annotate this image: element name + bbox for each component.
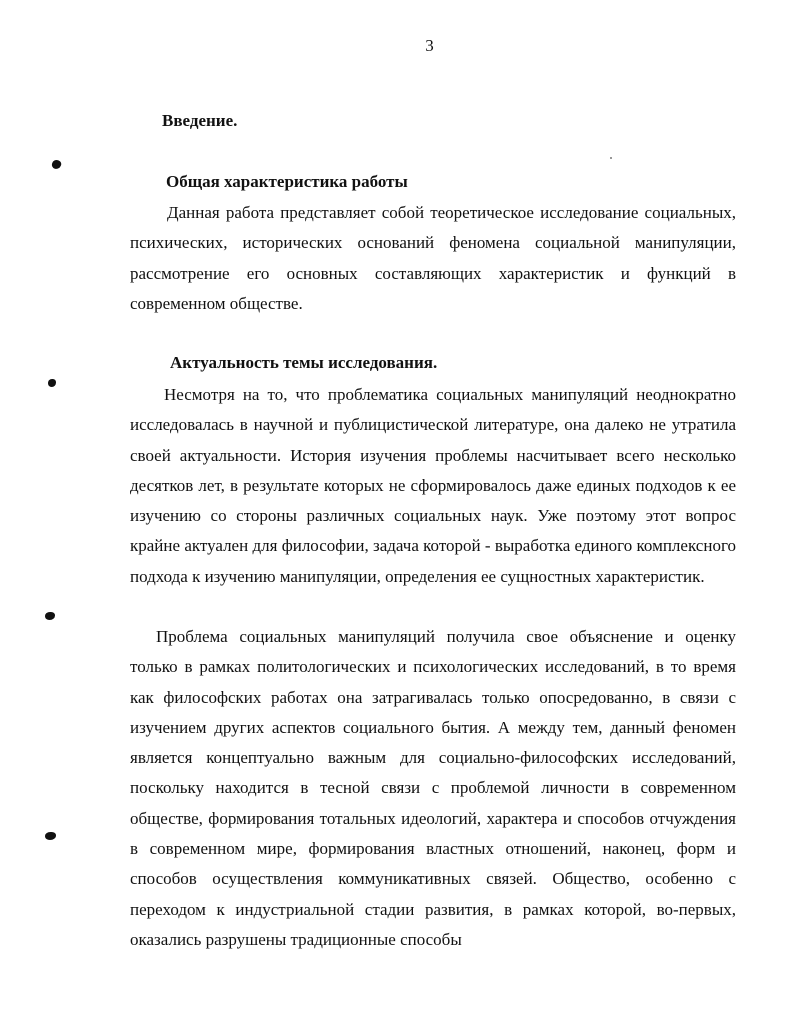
scan-mark-icon (51, 159, 63, 171)
actuality-heading: Актуальность темы исследования. (170, 353, 438, 372)
scan-speck (610, 157, 612, 159)
actuality-paragraph-1: Несмотря на то, что проблематика социальных манипуляций неоднократно исследовалась в научной и публицистической литературе, она далеко не утратила своей актуальности. История изучения проблемы насчитывает всего несколько десятков лет, в результате которых не сформировалось даже единых подходов к ее изучению со стороны различных социальных наук. Уже поэтому этот вопрос крайне актуален для философии, задача которой - выработка единого комплексного подхода к изучению манипуляции, определения ее сущностных характеристик. (130, 385, 736, 586)
scan-mark-icon (45, 832, 56, 840)
actuality-paragraph-2: Проблема социальных манипуляций получила свое объяснение и оценку только в рамках политологических и психологических исследований, в то время как философских работах она затрагивалась только опосредованно, в связи с изучением других аспектов социального бытия. А между тем, данный феномен является концептуально важным для социально-философских исследований, поскольку находится в тесной связи с проблемой личности в современном обществе, формирования тотальных идеологий, характера и способов отчуждения в современном мире, формирования властных отношений, наконец, форм и способов осуществления коммуникативных связей. Общество, особенно с переходом к индустриальной стадии развития, в рамках которой, во-первых, оказались разрушены традиционные способы (130, 627, 736, 949)
scan-mark-icon (45, 612, 55, 620)
scan-mark-icon (48, 379, 56, 387)
general-characteristic-paragraph: Данная работа представляет собой теоретическое исследование социальных, психических, исторических оснований феномена социальной манипуляции, рассмотрение его основных составляющих характеристик и функций в современном обществе. (130, 203, 736, 313)
intro-heading: Введение. (162, 111, 238, 130)
page-number: 3 (425, 36, 434, 55)
general-characteristic-heading: Общая характеристика работы (166, 172, 408, 191)
